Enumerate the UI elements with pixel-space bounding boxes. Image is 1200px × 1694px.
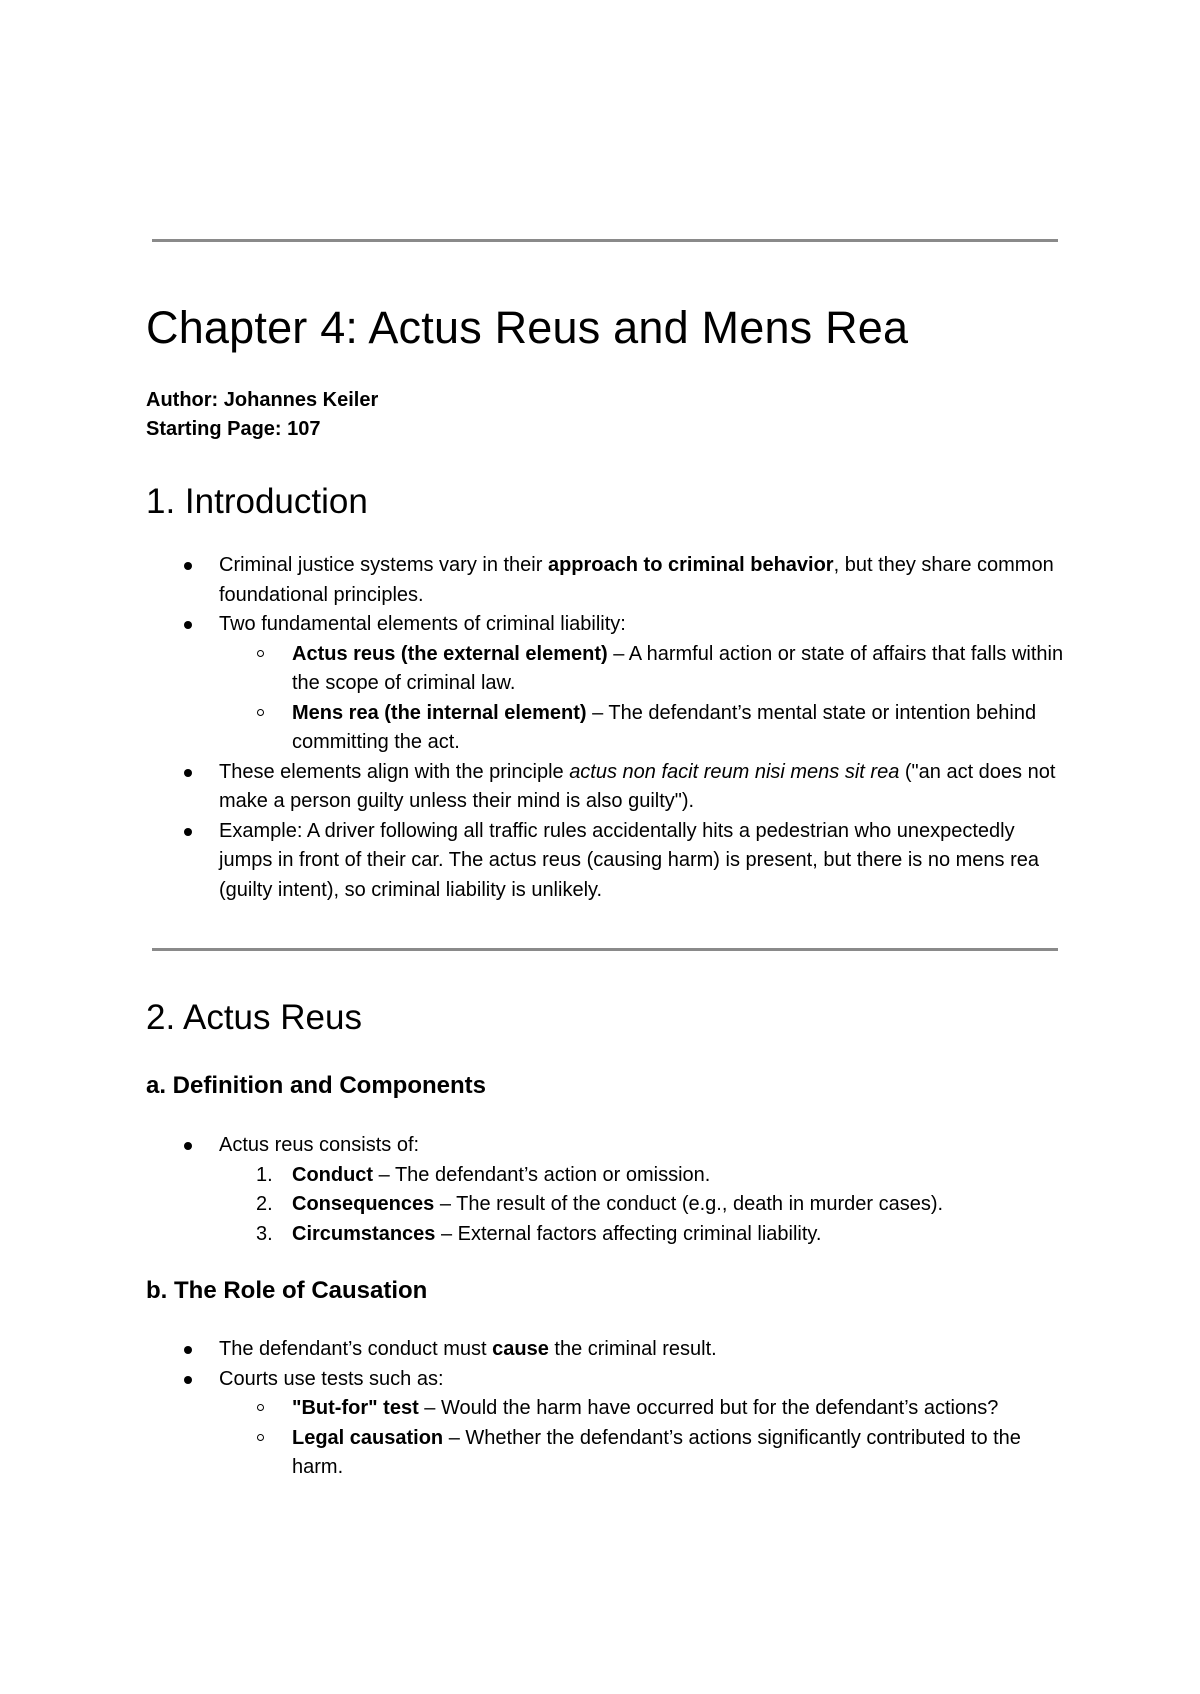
sub-list — [219, 1394, 1066, 1483]
list-item: Courts use tests such as: "But-for" test – Would the harm have occurred but for the defendant’s actions? Legal causation – Whether the defendant’s actions significantly contributed to the harm. — [146, 1365, 1066, 1483]
sub-list-item: Actus reus (the external element) – A harmful action or state of affairs that falls within the scope of criminal law. — [146, 640, 1066, 699]
page-title: Chapter 4: Actus Reus and Mens Rea — [146, 302, 909, 353]
introduction-list — [146, 551, 1066, 905]
meta-block — [146, 386, 1066, 444]
bullet-icon — [184, 1142, 192, 1150]
hollow-bullet-icon — [257, 650, 264, 657]
list-item: These elements align with the principle actus non facit reum nisi mens sit rea ("an act does not make a person guilty unless their mind is also guilty"). — [146, 758, 1066, 817]
causation-list — [146, 1335, 1066, 1483]
numbered-list — [219, 1161, 1066, 1250]
horizontal-rule — [152, 239, 1058, 242]
sub-list — [219, 640, 1066, 758]
list-item: Actus reus consists of: 1. Conduct – The defendant’s action or omission. 2. Consequences – The result of the conduct (e.g., death in murder cases). 3. Circumstances – External factors affecting criminal liability. — [146, 1131, 1066, 1249]
list-item: Criminal justice systems vary in their approach to criminal behavior, but they share common foundational principles. — [146, 551, 1066, 610]
starting-page-label: Starting Page: — [146, 418, 282, 440]
section-heading-introduction: 1. Introduction — [146, 482, 368, 521]
starting-page-line — [146, 415, 1066, 444]
starting-page-value: 107 — [287, 418, 321, 440]
sub-list-item: Mens rea (the internal element) – The defendant’s mental state or intention behind committing the act. — [146, 699, 1066, 758]
numbered-item: 2. Consequences – The result of the conduct (e.g., death in murder cases). — [256, 1193, 944, 1215]
bullet-icon — [184, 562, 192, 570]
bullet-icon — [184, 828, 192, 836]
list-item: The defendant’s conduct must cause the criminal result. — [146, 1335, 1066, 1365]
definition-list — [146, 1131, 1066, 1249]
section-heading-actus-reus: 2. Actus Reus — [146, 998, 362, 1037]
horizontal-rule — [152, 948, 1058, 951]
author-label: Author: — [146, 389, 219, 411]
hollow-bullet-icon — [257, 1404, 264, 1411]
sub-list-item: "But-for" test – Would the harm have occurred but for the defendant’s actions? — [146, 1394, 1066, 1424]
bullet-icon — [184, 621, 192, 629]
subsection-heading-causation: b. The Role of Causation — [146, 1277, 428, 1304]
list-item: Example: A driver following all traffic rules accidentally hits a pedestrian who unexpectedly jumps in front of their car. The actus reus (causing harm) is present, but there is no mens rea (guilty intent), so criminal liability is unlikely. — [146, 817, 1066, 906]
bullet-icon — [184, 1376, 192, 1384]
hollow-bullet-icon — [257, 1434, 264, 1441]
author-name: Johannes Keiler — [223, 389, 379, 411]
sub-list-item: Legal causation – Whether the defendant’s actions significantly contributed to the harm. — [146, 1424, 1066, 1483]
bullet-icon — [184, 769, 192, 777]
subsection-heading-definition: a. Definition and Components — [146, 1072, 486, 1099]
bullet-icon — [184, 1346, 192, 1354]
list-item: Two fundamental elements of criminal liability: Actus reus (the external element) – A harmful action or state of affairs that falls within the scope of criminal law. Mens rea (the internal element) – The defendant’s mental state or intention behind committing the act. — [146, 610, 1066, 758]
numbered-item: 1. Conduct – The defendant’s action or omission. — [256, 1163, 711, 1186]
hollow-bullet-icon — [257, 709, 264, 716]
numbered-item: 3. Circumstances – External factors affecting criminal liability. — [256, 1222, 822, 1245]
author-line — [146, 386, 1066, 415]
